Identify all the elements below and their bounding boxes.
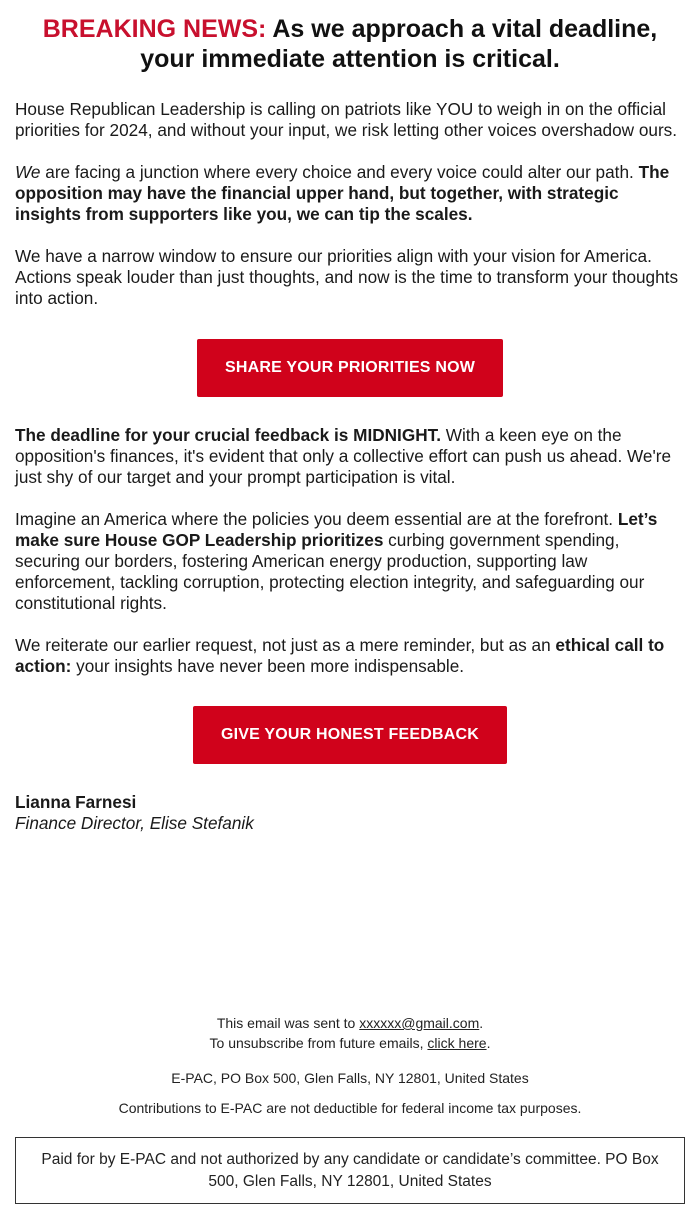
breaking-news-tag: BREAKING NEWS: xyxy=(42,15,267,43)
headline xyxy=(15,0,685,74)
cta-container-2 xyxy=(15,706,685,764)
paid-for-disclaimer: Paid for by E-PAC and not authorized by any candidate or candidate’s committee. PO Box 500, Glen Falls, NY 12801, United States xyxy=(15,1137,685,1204)
footer-sent-suffix: . xyxy=(479,1015,484,1031)
give-feedback-button[interactable]: GIVE YOUR HONEST FEEDBACK xyxy=(193,706,507,764)
paragraph-junction-bold: The opposition may have the financial upper hand, but together, with strategic insights from supporters like you, we can tip the scales. xyxy=(15,162,670,224)
paragraph-reiterate-text-2: your insights have never been more indispensable. xyxy=(71,656,465,676)
share-priorities-button[interactable]: SHARE YOUR PRIORITIES NOW xyxy=(197,339,503,397)
paragraph-deadline xyxy=(15,425,685,488)
cta-container-1 xyxy=(15,339,685,397)
paragraph-imagine xyxy=(15,509,685,614)
footer-unsub-prefix: To unsubscribe from future emails, xyxy=(209,1035,428,1051)
footer-address: E-PAC, PO Box 500, Glen Falls, NY 12801, United States xyxy=(171,1070,529,1086)
paragraph-junction xyxy=(15,162,685,225)
recipient-email-link[interactable]: xxxxxx@gmail.com xyxy=(359,1015,480,1031)
paragraph-intro: House Republican Leadership is calling on patriots like YOU to weigh in on the official priorities for 2024, and without your input, we risk letting other voices overshadow ours. xyxy=(15,99,678,140)
unsubscribe-link[interactable]: click here xyxy=(427,1035,487,1051)
paragraph-deadline-bold: The deadline for your crucial feedback is MIDNIGHT. xyxy=(15,425,441,445)
paragraph-reiterate-bold: ethical call to action: xyxy=(15,635,665,676)
footer-unsubscribe-line xyxy=(15,1033,685,1053)
footer-tax-notice: Contributions to E-PAC are not deductible for federal income tax purposes. xyxy=(118,1100,582,1116)
signature-name: Lianna Farnesi xyxy=(15,792,137,812)
footer-sent-prefix: This email was sent to xyxy=(216,1015,360,1031)
paragraph-imagine-text-2: curbing government spending, securing our borders, fostering American energy production, supporting law enforcement, tackling corruption, protecting election integrity, and safeguarding our constitutional rights. xyxy=(15,530,645,613)
signature xyxy=(15,792,685,834)
headline-text: As we approach a vital deadline, your immediate attention is critical. xyxy=(140,15,658,73)
footer-sent-line xyxy=(15,1013,685,1033)
paragraph-reiterate-text-1: We reiterate our earlier request, not just as a mere reminder, but as an xyxy=(15,635,556,655)
paragraph-reiterate xyxy=(15,635,685,677)
footer-unsub-suffix: . xyxy=(486,1035,491,1051)
footer xyxy=(15,1013,685,1118)
paragraph-deadline-text: With a keen eye on the opposition's finances, it's evident that only a collective effort can push us ahead. We're just shy of our target and your prompt participation is vital. xyxy=(15,425,672,487)
paragraph-window: We have a narrow window to ensure our priorities align with your vision for America. Actions speak louder than just thoughts, and now is the time to transform your thoughts into action. xyxy=(15,246,679,308)
paragraph-imagine-bold: Let’s make sure House GOP Leadership prioritizes xyxy=(15,509,658,550)
signature-role: Finance Director, Elise Stefanik xyxy=(15,813,254,833)
paragraph-imagine-text-1: Imagine an America where the policies you deem essential are at the forefront. xyxy=(15,509,618,529)
paragraph-junction-text: are facing a junction where every choice and every voice could alter our path. xyxy=(40,162,639,182)
emphasis-we: We xyxy=(15,162,41,182)
